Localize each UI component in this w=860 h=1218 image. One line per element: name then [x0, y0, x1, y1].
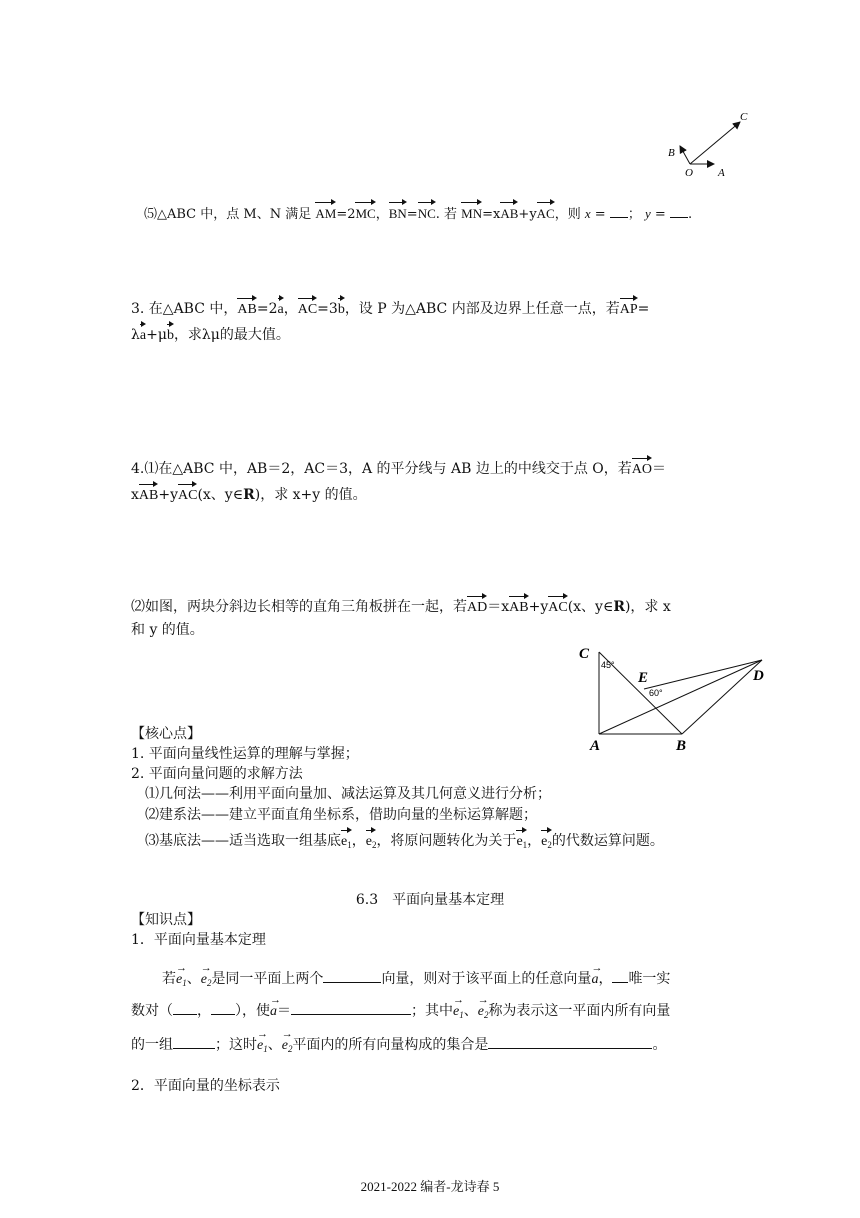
vector-am: AM — [315, 200, 336, 224]
core-heading: 【核心点】 — [131, 726, 201, 742]
blank-1 — [323, 968, 381, 983]
vector-ac: AC — [537, 200, 555, 224]
blank-x — [610, 203, 628, 218]
vector-ab: AB — [500, 200, 518, 224]
angle-45: 45° — [601, 660, 615, 670]
label-b: B — [676, 738, 687, 754]
question-4-2-line2: 和 y 的值。 — [131, 622, 204, 638]
heading-1: 1．平面向量基本定理 — [131, 932, 266, 948]
heading-2: 2．平面向量的坐标表示 — [131, 1078, 280, 1094]
label-o: O — [685, 167, 693, 179]
blank-4 — [173, 1034, 215, 1049]
vector-mc: MC — [355, 200, 375, 224]
vector-nc: NC — [418, 200, 436, 224]
core-item-1: 1. 平面向量线性运算的理解与掌握； — [131, 746, 359, 762]
label-a: A — [590, 738, 601, 754]
vector-figure-oabc — [660, 108, 760, 184]
core-sub-2: ⑵建系法——建立平面直角坐标系，借助向量的坐标运算解题； — [145, 807, 537, 823]
page-footer: 2021-2022 编者-龙诗春 5 — [360, 1179, 500, 1194]
question-4-1-line2: xAB+yAC(x、y∈R)，求 x+y 的值。 — [131, 482, 367, 506]
blank-3 — [291, 1000, 411, 1015]
core-item-2: 2. 平面向量问题的求解方法 — [131, 766, 303, 782]
core-sub-1: ⑴几何法——利用平面向量加、减法运算及其几何意义进行分析； — [145, 786, 551, 802]
knowledge-heading: 【知识点】 — [131, 912, 201, 928]
theorem-line-2: 数对（ ， ），使 → a＝ ；其中 → $e_1$、 → $e_2$称为表示这一平面内所有向量 — [131, 994, 671, 1020]
question-3-line1: 3. 在△ABC 中，AB=2a，AC=3b，设 P 为△ABC 内部及边界上任意一点，若AP= — [131, 296, 649, 320]
blank-y — [670, 203, 688, 218]
label-c: C — [579, 646, 590, 662]
question-5: ⑸△ABC 中，点 M、N 满足 AM=2MC，BN=NC. 若 MN=xAB+yAC，则 x = ； y = . — [144, 200, 692, 225]
label-a: A — [718, 167, 725, 179]
triangle-figure — [572, 642, 782, 758]
theorem-line-1: 若 → $e_1$、 → $e_2$是同一平面上两个 向量，则对于该平面上的任意向量 → a， 唯一实 — [162, 962, 671, 988]
label-c: C — [740, 111, 748, 123]
label-d: D — [753, 668, 764, 684]
blank-2 — [612, 968, 628, 983]
question-4-2-line1: ⑵如图，两块分斜边长相等的直角三角板拼在一起，若AD＝xAB+yAC(x、y∈R)，求 x — [131, 594, 671, 618]
theorem-line-3: 的一组 ；这时 → $e_1$、 → $e_2$平面内的所有向量构成的集合是 。 — [131, 1028, 667, 1054]
angle-60: 60° — [649, 688, 663, 698]
blank-5 — [488, 1034, 652, 1049]
question-3-line2: λa+μb，求λμ的最大值。 — [131, 322, 290, 346]
label-b: B — [668, 147, 675, 159]
core-sub-3: ⑶基底法——适当选取一组基底$e_1$，$e_2$，将原问题转化为关于$e_1$，$e_2$的代数运算问题。 — [145, 828, 664, 855]
vector-mn: MN — [461, 200, 482, 224]
vector-bn: BN — [389, 200, 407, 224]
question-4-1-line1: 4.⑴在△ABC 中，AB＝2，AC＝3，A 的平分线与 AB 边上的中线交于点 O，若AO＝ — [131, 456, 666, 480]
section-title: 6.3 平面向量基本定理 — [355, 892, 505, 908]
label-e: E — [638, 670, 649, 686]
